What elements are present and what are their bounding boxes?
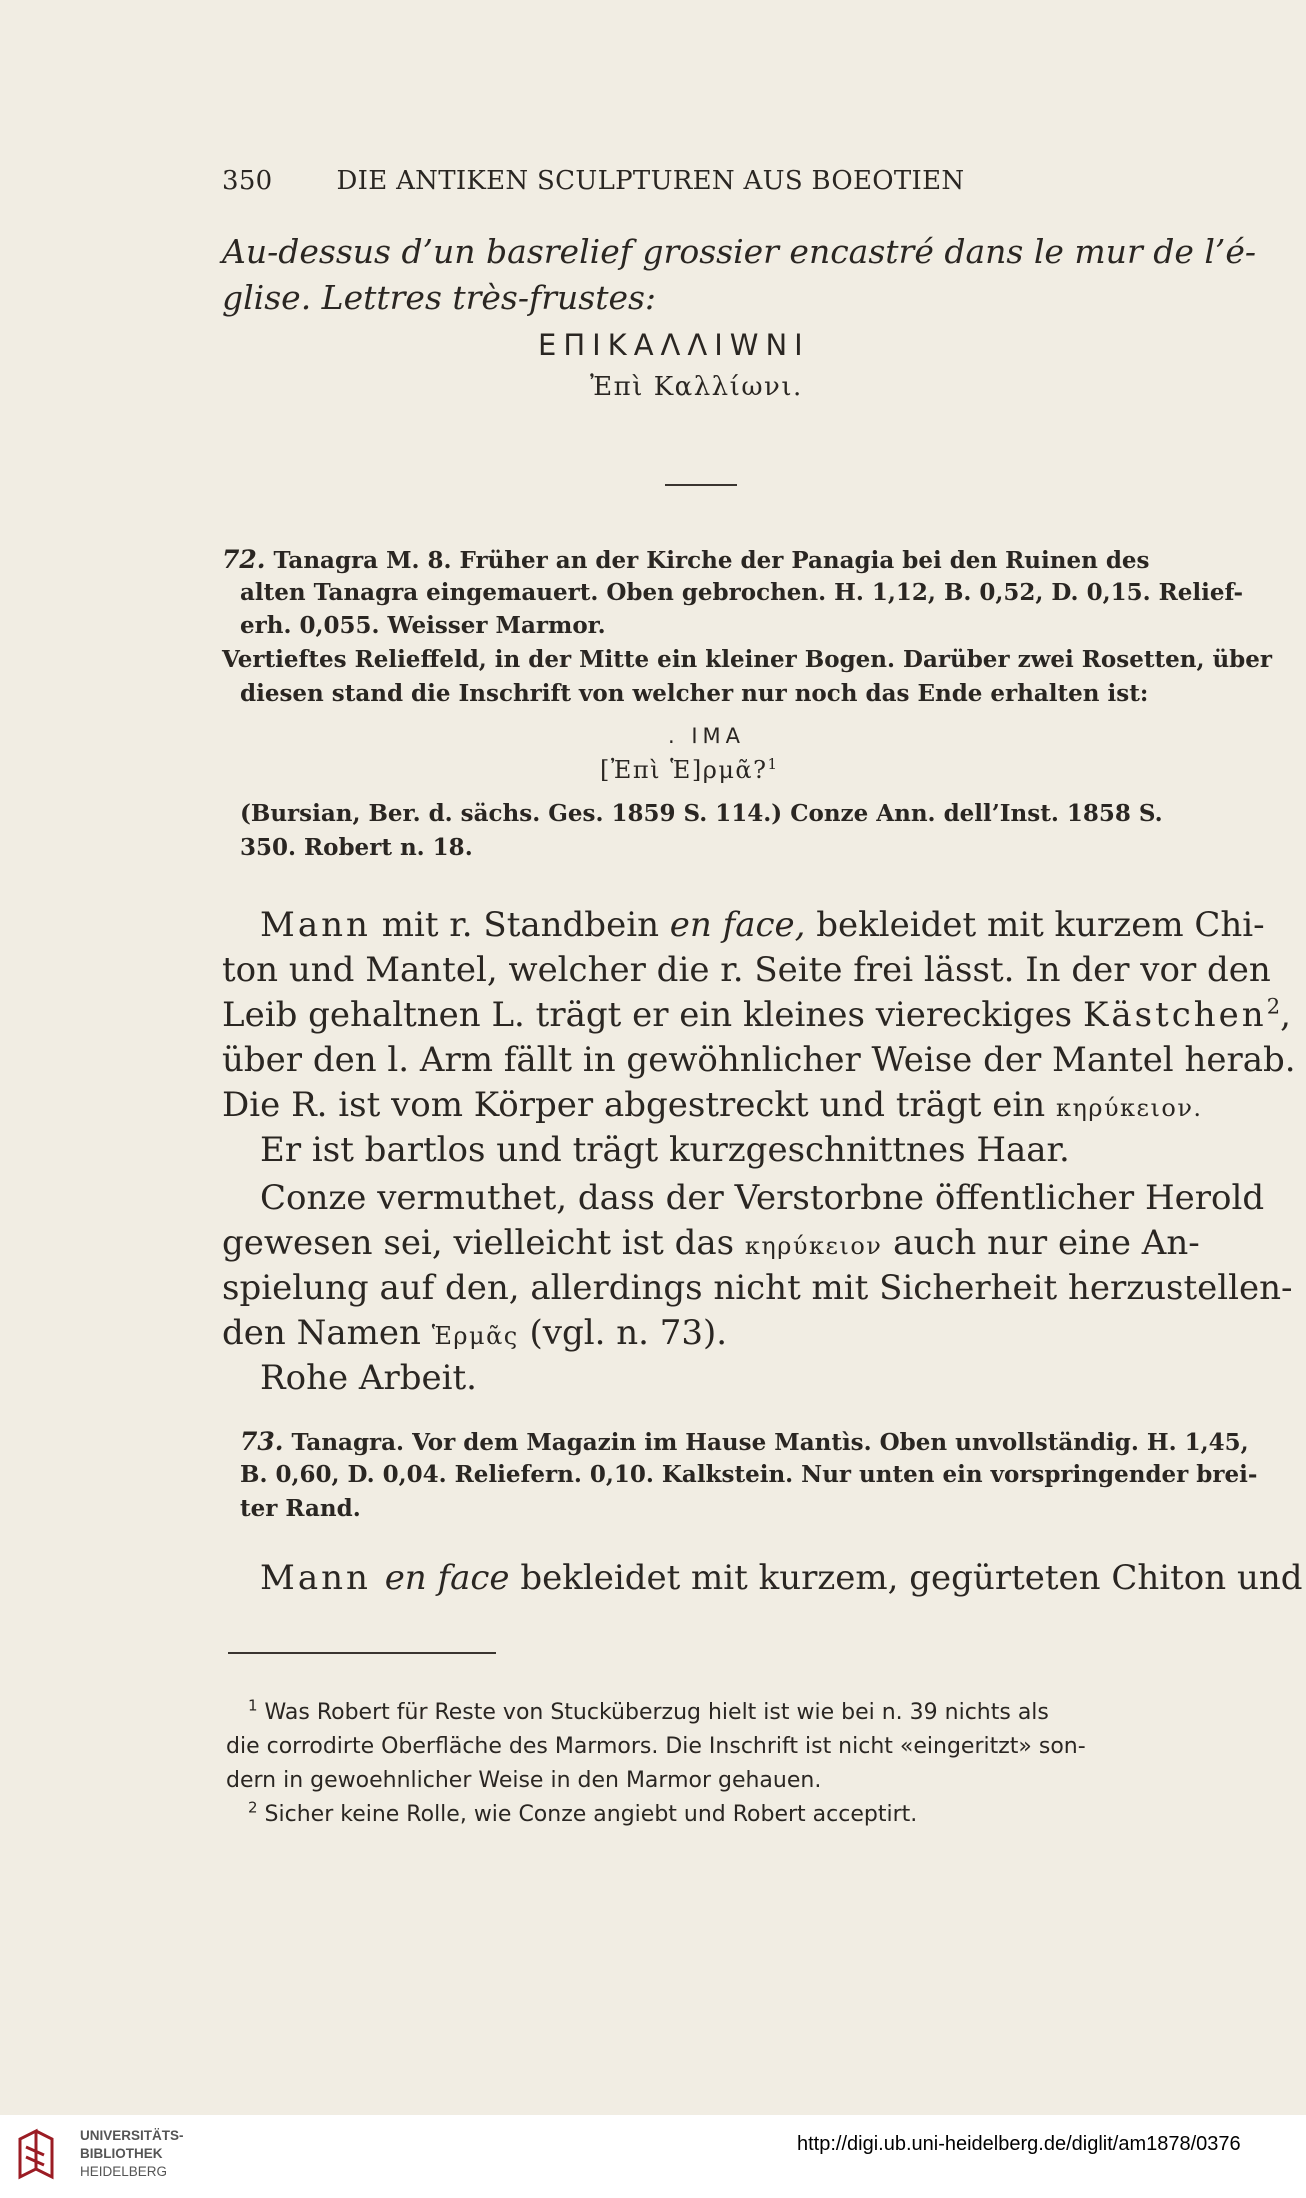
body-72-line-6: Er ist bartlos und trägt kurzgeschnittnes Haar. — [260, 1130, 1070, 1170]
running-title: DIE ANTIKEN SCULPTUREN AUS BOEOTIEN — [336, 166, 965, 196]
inscription-epikallioni: ΕΠΙΚΑΛΛΙWΝΙ — [538, 328, 810, 362]
entry-72-number: 72. — [222, 545, 266, 574]
body-73-line-1: Mann en face bekleidet mit kurzem, gegürteten Chiton und — [260, 1558, 1303, 1598]
body-72-line-11: Rohe Arbeit. — [260, 1358, 477, 1398]
intro-line-2: glise. Lettres très-frustes: — [222, 278, 657, 317]
body-72-line-10: den Namen Ἑρμᾶς (vgl. n. 73). — [222, 1313, 728, 1353]
source-url-link[interactable]: http://digi.ub.uni-heidelberg.de/diglit/am1878/0376 — [797, 2133, 1241, 2155]
footnote-rule — [228, 1652, 496, 1654]
footnote-1-line-3: dern in gewoehnlicher Weise in den Marmor gehauen. — [226, 1768, 822, 1793]
body-72-line-4: über den l. Arm fällt in gewöhnlicher Weise der Mantel herab. — [222, 1040, 1296, 1080]
body-72-line-8: gewesen sei, vielleicht ist das κηρύκειον auch nur eine An- — [222, 1223, 1200, 1263]
entry-73-line-2: B. 0,60, D. 0,04. Reliefern. 0,10. Kalkstein. Nur unten ein vorspringender brei- — [240, 1461, 1258, 1488]
body-72-line-1: Mann mit r. Standbein en face, bekleidet mit kurzem Chi- — [260, 905, 1265, 945]
footer-bar — [0, 2115, 1306, 2198]
entry-72-transcription: [Ἐπὶ Ἑ]ρμᾶ?$^1$ — [600, 755, 779, 784]
entry-72-line-5: diesen stand die Inschrift von welcher nur noch das Ende erhalten ist: — [240, 680, 1149, 707]
body-72-line-3: Leib gehaltnen L. trägt er ein kleines viereckiges Kästchen$^2$, — [222, 994, 1291, 1035]
intro-line-1: Au-dessus d’un basrelief grossier encastré dans le mur de l’é- — [222, 232, 1257, 271]
running-header — [222, 166, 964, 196]
inscription-transcription: Ἐπὶ Καλλίωνι. — [590, 372, 803, 402]
footnote-2: $^2$ Sicher keine Rolle, wie Conze angiebt und Robert acceptirt. — [248, 1798, 918, 1827]
university-logo-icon — [14, 2125, 74, 2185]
footnote-1-line-1: $^1$ Was Robert für Reste von Stucküberzug hielt ist wie bei n. 39 nichts als — [248, 1696, 1049, 1725]
body-72-line-2: ton und Mantel, welcher die r. Seite frei lässt. In der vor den — [222, 950, 1271, 990]
entry-72-reference-2: 350. Robert n. 18. — [240, 834, 473, 861]
entry-72-line-1: 72. Tanagra M. 8. Früher an der Kirche der Panagia bei den Ruinen des — [222, 545, 1150, 574]
entry-73-number: 73. — [240, 1427, 284, 1456]
body-72-line-7: Conze vermuthet, dass der Verstorbne öffentlicher Herold — [260, 1178, 1265, 1218]
page-number: 350 — [222, 166, 273, 196]
entry-72-line-3: erh. 0,055. Weisser Marmor. — [240, 612, 606, 639]
university-name: UNIVERSITÄTS- BIBLIOTHEK HEIDELBERG — [80, 2128, 184, 2179]
entry-72-line-4: Vertieftes Relieffeld, in der Mitte ein kleiner Bogen. Darüber zwei Rosetten, über — [222, 646, 1273, 673]
entry-72-reference-1: (Bursian, Ber. d. sächs. Ges. 1859 S. 114.) Conze Ann. dell’Inst. 1858 S. — [240, 800, 1163, 827]
body-72-line-5: Die R. ist vom Körper abgestreckt und trägt ein κηρύκειον. — [222, 1085, 1203, 1125]
entry-72-inscription: . ΙΜΑ — [668, 724, 746, 748]
entry-73-line-1: 73. Tanagra. Vor dem Magazin im Hause Mantìs. Oben unvollständig. H. 1,45, — [240, 1427, 1249, 1456]
footnote-1-line-2: die corrodirte Oberfläche des Marmors. Die Inschrift ist nicht «eingeritzt» son- — [226, 1734, 1086, 1759]
body-72-line-9: spielung auf den, allerdings nicht mit Sicherheit herzustellen- — [222, 1268, 1293, 1308]
entry-72-line-2: alten Tanagra eingemauert. Oben gebrochen. H. 1,12, B. 0,52, D. 0,15. Relief- — [240, 579, 1244, 606]
section-divider — [665, 484, 737, 486]
entry-73-line-3: ter Rand. — [240, 1495, 361, 1522]
